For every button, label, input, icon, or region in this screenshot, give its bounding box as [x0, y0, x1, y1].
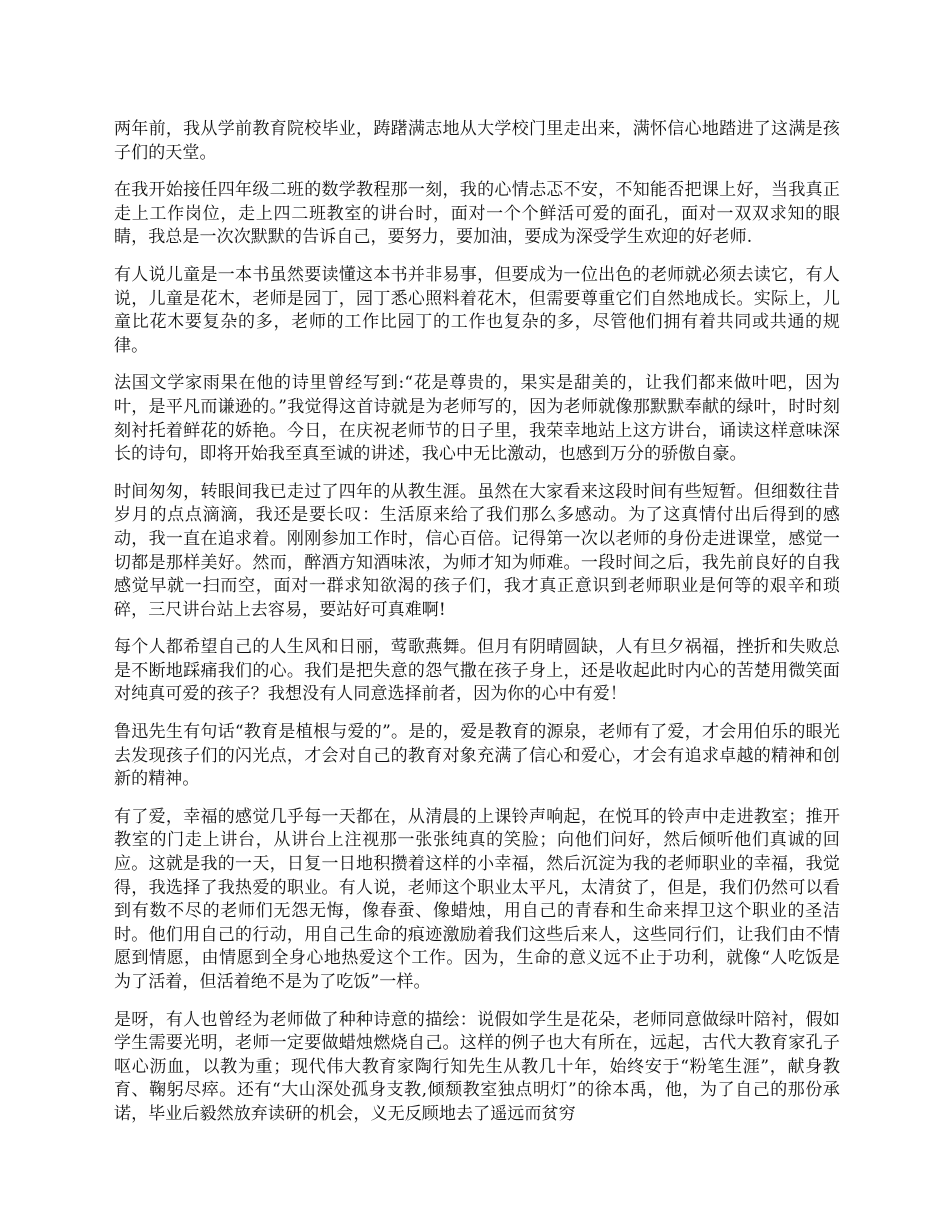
document-body [114, 118, 840, 1141]
paragraph-7: 鲁迅先生有句话“教育是植根与爱的”。是的，爱是教育的源泉，老师有了爱，才会用伯乐的眼光去发现孩子们的闪光点，才会对自己的教育对象充满了信心和爱心，才会有追求卓越的精神和创新的精神。 [114, 722, 840, 790]
paragraph-4: 法国文学家雨果在他的诗里曾经写到:“花是尊贵的，果实是甜美的，让我们都来做叶吧，因为叶，是平凡而谦逊的。”我觉得这首诗就是为老师写的，因为老师就像那默默奉献的绿叶，时时刻刻衬托着鲜花的娇艳。今日，在庆祝老师节的日子里，我荣幸地站上这方讲台，诵读这样意味深长的诗句，即将开始我至真至诚的讲述，我心中无比激动，也感到万分的骄傲自豪。 [114, 373, 840, 465]
paragraph-2: 在我开始接任四年级二班的数学教程那一刻，我的心情忐忑不安，不知能否把课上好，当我真正走上工作岗位，走上四二班教室的讲台时，面对一个个鲜活可爱的面孔，面对一双双求知的眼睛，我总是一次次默默的告诉自己，要努力，要加油，要成为深受学生欢迎的好老师. [114, 180, 840, 248]
paragraph-9: 是呀，有人也曾经为老师做了种种诗意的描绘：说假如学生是花朵，老师同意做绿叶陪衬，假如学生需要光明，老师一定要做蜡烛燃烧自己。这样的例子也大有所在，远起，古代大教育家孔子呕心沥血，以教为重；现代伟大教育家陶行知先生从教几十年，始终安于“粉笔生涯”，献身教育、鞠躬尽瘁。还有“大山深处孤身支教,倾颓教室独点明灯”的徐本禹，他，为了自己的那份承诺，毕业后毅然放弃读研的机会，义无反顾地去了遥远而贫穷 [114, 1009, 840, 1124]
paragraph-3: 有人说儿童是一本书虽然要读懂这本书并非易事，但要成为一位出色的老师就必须去读它，有人说，儿童是花木，老师是园丁，园丁悉心照料着花木，但需要尊重它们自然地成长。实际上，儿童比花木要复杂的多，老师的工作比园丁的工作也复杂的多，尽管他们拥有着共同或共通的规律。 [114, 264, 840, 356]
paragraph-1: 两年前，我从学前教育院校毕业，踌躇满志地从大学校门里走出来，满怀信心地踏进了这满是孩子们的天堂。 [114, 119, 840, 163]
paragraph-8: 有了爱，幸福的感觉几乎每一天都在，从清晨的上课铃声响起，在悦耳的铃声中走进教室；推开教室的门走上讲台，从讲台上注视那一张张纯真的笑脸；向他们问好，然后倾听他们真诚的回应。这就是我的一天，日复一日地积攒着这样的小幸福，然后沉淀为我的老师职业的幸福，我觉得，我选择了我热爱的职业。有人说，老师这个职业太平凡，太清贫了，但是，我们仍然可以看到有数不尽的老师们无怨无悔，像春蚕、像蜡烛，用自己的青春和生命来捍卫这个职业的圣洁时。他们用自己的行动，用自己生命的痕迹激励着我们这些后来人，这些同行们，让我们由不情愿到情愿，由情愿到全身心地热爱这个工作。因为，生命的意义远不止于功利，就像“人吃饭是为了活着，但活着绝不是为了吃饭”一样。 [114, 806, 840, 992]
paragraph-5: 时间匆匆，转眼间我已走过了四年的从教生涯。虽然在大家看来这段时间有些短暂。但细数往昔岁月的点点滴滴，我还是要长叹：生活原来给了我们那么多感动。为了这真情付出后得到的感动，我一直在追求着。刚刚参加工作时，信心百倍。记得第一次以老师的身份走进课堂，感觉一切都是那样美好。然而，醉酒方知酒味浓，为师才知为师难。一段时间之后，我先前良好的自我感觉早就一扫而空，面对一群求知欲渴的孩子们，我才真正意识到老师职业是何等的艰辛和琐碎，三尺讲台站上去容易，要站好可真难啊! [114, 481, 840, 620]
paragraph-6: 每个人都希望自己的人生风和日丽，莺歌燕舞。但月有阴晴圆缺，人有旦夕祸福，挫折和失败总是不断地踩痛我们的心。我们是把失意的怨气撒在孩子身上，还是收起此时内心的苦楚用微笑面对纯真可爱的孩子？我想没有人同意选择前者，因为你的心中有爱！ [114, 637, 840, 705]
